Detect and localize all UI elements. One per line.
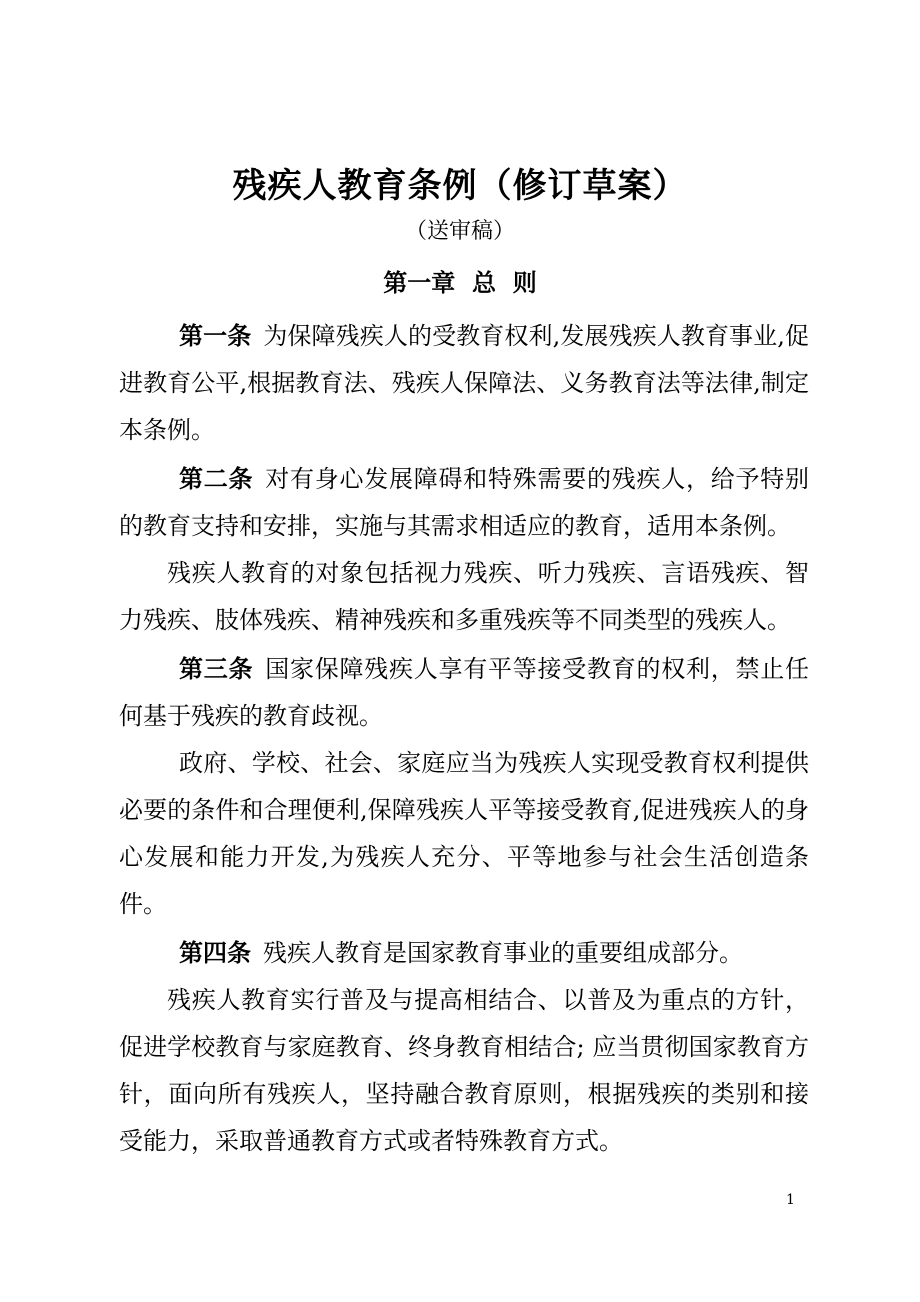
chapter-heading: 第一章 总 则 <box>383 268 537 297</box>
article-text: 为保障残疾人的受教育权利,发展残疾人教育事业,促进教育公平,根据教育法、残疾人保障法、义务教育法等法律,制定本条例。 <box>119 322 810 444</box>
article-4-continuation <box>119 977 809 1165</box>
article-2-paragraph <box>119 455 809 550</box>
article-text: 残疾人教育是国家教育事业的重要组成部分。 <box>263 939 743 967</box>
document-subtitle: （送审稿） <box>404 219 515 244</box>
article-label: 第一条 <box>179 321 252 350</box>
article-label: 第三条 <box>179 654 254 683</box>
article-text: 残疾人教育实行普及与提高相结合、以普及为重点的方针，促进学校教育与家庭教育、终身教育相结合; 应当贯彻国家教育方针，面向所有残疾人，坚持融合教育原则，根据残疾的类别和接受能力，采取普通教育方式或者特殊教育方式。 <box>119 986 809 1155</box>
document-title: 残疾人教育条例（修订草案） <box>232 166 688 206</box>
article-label: 第二条 <box>179 464 254 493</box>
article-text: 残疾人教育的对象包括视力残疾、听力残疾、言语残疾、智力残疾、肢体残疾、精神残疾和多重残疾等不同类型的残疾人。 <box>119 559 809 634</box>
article-4-paragraph <box>119 929 809 977</box>
page-number: 1 <box>786 1192 795 1208</box>
article-label: 第四条 <box>179 938 251 967</box>
article-2-continuation <box>119 550 809 644</box>
article-3-continuation <box>119 740 809 928</box>
article-3-paragraph <box>119 645 809 740</box>
article-1-paragraph <box>119 312 809 454</box>
article-text: 政府、学校、社会、家庭应当为残疾人实现受教育权利提供必要的条件和合理便利,保障残疾人平等接受教育,促进残疾人的身心发展和能力开发,为残疾人充分、平等地参与社会生活创造条件。 <box>119 749 809 918</box>
article-text: 对有身心发展障碍和特殊需要的残疾人，给予特别的教育支持和安排，实施与其需求相适应的教育，适用本条例。 <box>119 465 809 540</box>
article-text: 国家保障残疾人享有平等接受教育的权利，禁止任何基于残疾的教育歧视。 <box>119 655 809 730</box>
